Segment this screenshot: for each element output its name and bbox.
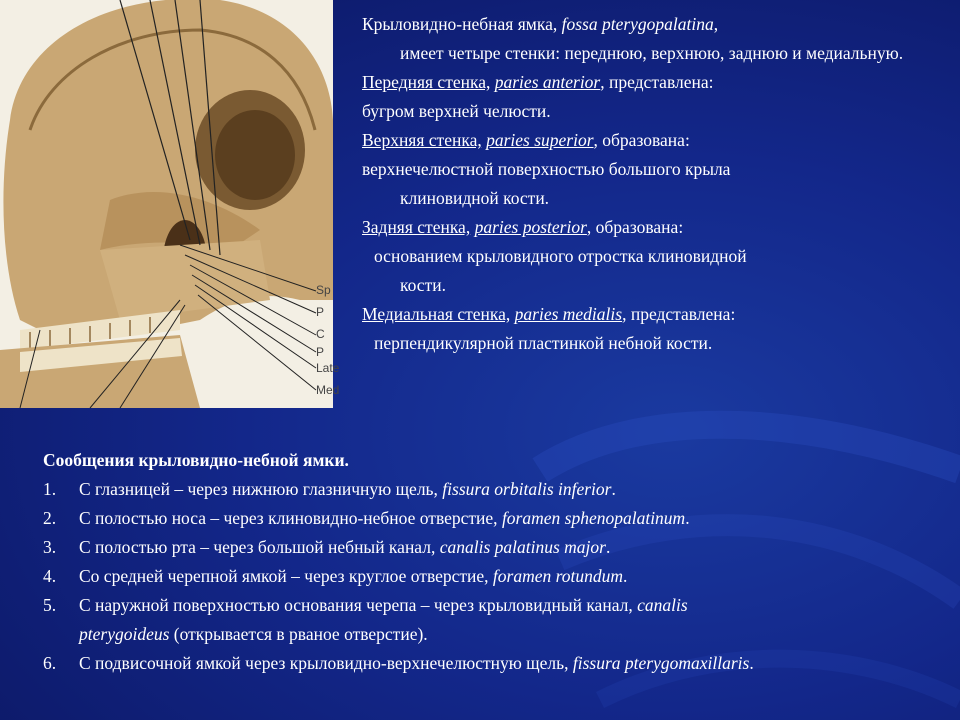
skull-illustration: [0, 0, 340, 408]
communication-item-continuation: pterygoideus (открывается в рваное отверстие).: [79, 624, 428, 644]
medial-wall-desc: перпендикулярной пластинкой небной кости.: [374, 333, 713, 353]
walls-title: Крыловидно-небная ямка, fossa pterygopalatina,: [362, 14, 719, 34]
figure-label-3: C: [316, 327, 325, 341]
communications-title: Сообщения крыловидно-небной ямки.: [43, 450, 349, 470]
figure-label-6: Med: [316, 383, 340, 397]
walls-intro: имеет четыре стенки: переднюю, верхнюю, заднюю и медиальную.: [400, 43, 904, 63]
anterior-wall-heading: Передняя стенка, paries anterior, представлена:: [362, 72, 714, 92]
communication-item: 6. С подвисочной ямкой через крыловидно-верхнечелюстную щель, fissura pterygomaxillaris.: [43, 653, 754, 673]
communication-item: 1. С глазницей – через нижнюю глазничную щель, fissura orbitalis inferior.: [43, 479, 616, 499]
superior-wall-desc-1: верхнечелюстной поверхностью большого крыла: [362, 159, 731, 179]
communication-item: 4. Со средней черепной ямкой – через круглое отверстие, foramen rotundum.: [43, 566, 628, 586]
figure-label-5: Late: [316, 361, 340, 375]
figure-label-4: P: [316, 345, 325, 359]
communications-section: [43, 446, 953, 678]
anterior-wall-desc: бугром верхней челюсти.: [362, 101, 551, 121]
superior-wall-heading: Верхняя стенка, paries superior, образована:: [362, 130, 690, 150]
communication-item: 5. С наружной поверхностью основания черепа – через крыловидный канал, canalis: [43, 595, 688, 615]
walls-section: [362, 10, 952, 358]
medial-wall-heading: Медиальная стенка, paries medialis, представлена:: [362, 304, 736, 324]
skull-drawing: [0, 0, 333, 408]
figure-label-2: P: [316, 305, 325, 319]
communication-item: 3. С полостью рта – через большой небный канал, canalis palatinus major.: [43, 537, 611, 557]
posterior-wall-heading: Задняя стенка, paries posterior, образована:: [362, 217, 684, 237]
posterior-wall-desc-2: кости.: [400, 275, 446, 295]
communication-item: 2. С полостью носа – через клиновидно-небное отверстие, foramen sphenopalatinum.: [43, 508, 690, 528]
posterior-wall-desc-1: основанием крыловидного отростка клиновидной: [374, 246, 747, 266]
figure-label-1: Sp: [316, 283, 331, 297]
superior-wall-desc-2: клиновидной кости.: [400, 188, 550, 208]
